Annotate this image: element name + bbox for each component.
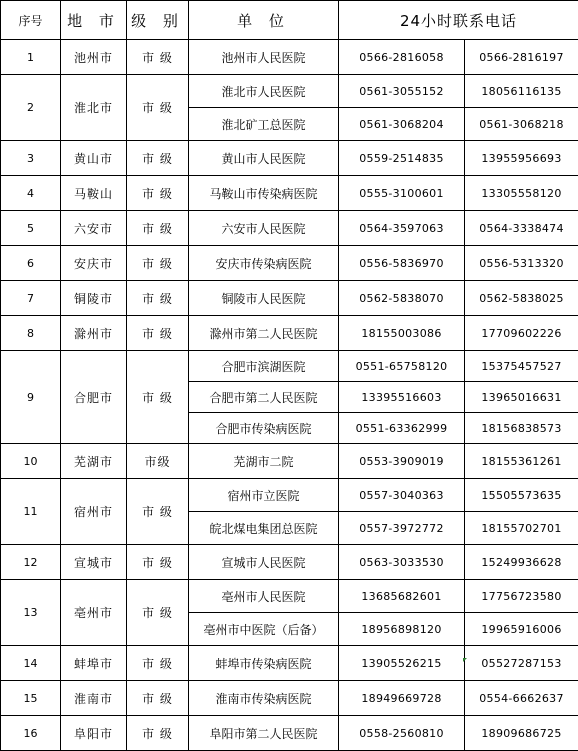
phone-primary-cell: 0566-2816058 [339, 40, 465, 75]
unit-name-cell: 铜陵市人民医院 [189, 281, 339, 316]
city-cell: 芜湖市 [61, 444, 127, 479]
row-number-cell: 8 [1, 316, 61, 351]
phone-secondary-cell: 05527287153 [465, 646, 578, 681]
unit-name-cell: 淮北矿工总医院 [189, 108, 339, 141]
phone-secondary-cell: 18156838573 [465, 413, 578, 444]
phone-secondary-cell: 13965016631 [465, 382, 578, 413]
table-row [1, 246, 578, 281]
city-cell: 阜阳市 [61, 716, 127, 751]
phone-secondary-cell: 17709602226 [465, 316, 578, 351]
header-city: 地 市 [61, 1, 127, 40]
level-cell: 市 级 [127, 141, 189, 176]
unit-name-cell: 安庆市传染病医院 [189, 246, 339, 281]
phone-primary-cell: 0557-3040363 [339, 479, 465, 512]
unit-name-cell: 合肥市滨湖医院 [189, 351, 339, 382]
unit-name-cell: 皖北煤电集团总医院 [189, 512, 339, 545]
level-cell: 市 级 [127, 646, 189, 681]
row-number-cell: 12 [1, 545, 61, 580]
row-number-cell: 2 [1, 75, 61, 141]
phone-secondary-cell: 0566-2816197 [465, 40, 578, 75]
unit-name-cell: 宿州市立医院 [189, 479, 339, 512]
phone-primary-cell: 0555-3100601 [339, 176, 465, 211]
table-row [1, 479, 578, 512]
phone-primary-cell: 13905526215 [339, 646, 465, 681]
level-cell: 市 级 [127, 40, 189, 75]
unit-name-cell: 亳州市中医院（后备） [189, 613, 339, 646]
city-cell: 宿州市 [61, 479, 127, 545]
table-row [1, 211, 578, 246]
row-number-cell: 15 [1, 681, 61, 716]
city-cell: 马鞍山 [61, 176, 127, 211]
phone-secondary-cell: 15375457527 [465, 351, 578, 382]
table-row [1, 444, 578, 479]
phone-primary-cell: 0561-3055152 [339, 75, 465, 108]
phone-secondary-cell: 15505573635 [465, 479, 578, 512]
phone-primary-cell: 13685682601 [339, 580, 465, 613]
table-row [1, 580, 578, 613]
cell-comment-marker [463, 658, 467, 662]
table-row [1, 176, 578, 211]
level-cell: 市 级 [127, 545, 189, 580]
city-cell: 淮北市 [61, 75, 127, 141]
city-cell: 池州市 [61, 40, 127, 75]
table-row [1, 40, 578, 75]
phone-primary-cell: 0559-2514835 [339, 141, 465, 176]
phone-secondary-cell: 13305558120 [465, 176, 578, 211]
phone-primary-cell: 0556-5836970 [339, 246, 465, 281]
row-number-cell: 13 [1, 580, 61, 646]
phone-secondary-cell: 0554-6662637 [465, 681, 578, 716]
city-cell: 滁州市 [61, 316, 127, 351]
unit-name-cell: 六安市人民医院 [189, 211, 339, 246]
phone-primary-cell: 0553-3909019 [339, 444, 465, 479]
phone-primary-cell: 18956898120 [339, 613, 465, 646]
phone-primary-cell: 0564-3597063 [339, 211, 465, 246]
header-level: 级 别 [127, 1, 189, 40]
table-row [1, 545, 578, 580]
table-row [1, 716, 578, 751]
level-cell: 市 级 [127, 580, 189, 646]
row-number-cell: 14 [1, 646, 61, 681]
unit-name-cell: 合肥市第二人民医院 [189, 382, 339, 413]
header-phone: 24小时联系电话 [339, 1, 578, 40]
table-row [1, 141, 578, 176]
city-cell: 六安市 [61, 211, 127, 246]
row-number-cell: 4 [1, 176, 61, 211]
phone-primary-cell: 0562-5838070 [339, 281, 465, 316]
city-cell: 淮南市 [61, 681, 127, 716]
row-number-cell: 1 [1, 40, 61, 75]
phone-secondary-cell: 18909686725 [465, 716, 578, 751]
phone-secondary-cell: 18056116135 [465, 75, 578, 108]
row-number-cell: 11 [1, 479, 61, 545]
unit-name-cell: 滁州市第二人民医院 [189, 316, 339, 351]
unit-name-cell: 蚌埠市传染病医院 [189, 646, 339, 681]
phone-primary-cell: 0558-2560810 [339, 716, 465, 751]
table-row [1, 351, 578, 382]
phone-secondary-cell: 18155702701 [465, 512, 578, 545]
row-number-cell: 5 [1, 211, 61, 246]
city-cell: 合肥市 [61, 351, 127, 444]
row-number-cell: 6 [1, 246, 61, 281]
phone-primary-cell: 0561-3068204 [339, 108, 465, 141]
unit-name-cell: 宣城市人民医院 [189, 545, 339, 580]
city-cell: 安庆市 [61, 246, 127, 281]
phone-secondary-cell: 13955956693 [465, 141, 578, 176]
unit-name-cell: 亳州市人民医院 [189, 580, 339, 613]
phone-secondary-cell: 19965916006 [465, 613, 578, 646]
unit-name-cell: 淮南市传染病医院 [189, 681, 339, 716]
phone-secondary-cell: 0561-3068218 [465, 108, 578, 141]
table-row [1, 75, 578, 108]
row-number-cell: 16 [1, 716, 61, 751]
table-body [1, 40, 578, 751]
city-cell: 亳州市 [61, 580, 127, 646]
phone-secondary-cell: 18155361261 [465, 444, 578, 479]
phone-primary-cell: 13395516603 [339, 382, 465, 413]
row-number-cell: 3 [1, 141, 61, 176]
phone-primary-cell: 0563-3033530 [339, 545, 465, 580]
row-number-cell: 7 [1, 281, 61, 316]
level-cell: 市 级 [127, 479, 189, 545]
phone-secondary-cell: 0556-5313320 [465, 246, 578, 281]
phone-primary-cell: 18155003086 [339, 316, 465, 351]
table-row [1, 646, 578, 681]
phone-primary-cell: 0551-65758120 [339, 351, 465, 382]
phone-primary-cell: 0551-63362999 [339, 413, 465, 444]
table-row [1, 681, 578, 716]
phone-secondary-cell: 15249936628 [465, 545, 578, 580]
header-unit: 单 位 [189, 1, 339, 40]
level-cell: 市 级 [127, 351, 189, 444]
phone-secondary-cell: 0562-5838025 [465, 281, 578, 316]
header-no: 序号 [1, 1, 61, 40]
unit-name-cell: 马鞍山市传染病医院 [189, 176, 339, 211]
level-cell: 市 级 [127, 316, 189, 351]
table-row [1, 316, 578, 351]
level-cell: 市 级 [127, 281, 189, 316]
phone-primary-cell: 18949669728 [339, 681, 465, 716]
header-row [1, 1, 578, 40]
level-cell: 市 级 [127, 75, 189, 141]
unit-name-cell: 淮北市人民医院 [189, 75, 339, 108]
phone-secondary-cell: 0564-3338474 [465, 211, 578, 246]
level-cell: 市 级 [127, 246, 189, 281]
level-cell: 市 级 [127, 681, 189, 716]
unit-name-cell: 池州市人民医院 [189, 40, 339, 75]
level-cell: 市 级 [127, 176, 189, 211]
city-cell: 黄山市 [61, 141, 127, 176]
unit-name-cell: 黄山市人民医院 [189, 141, 339, 176]
unit-name-cell: 阜阳市第二人民医院 [189, 716, 339, 751]
level-cell: 市 级 [127, 716, 189, 751]
row-number-cell: 10 [1, 444, 61, 479]
row-number-cell: 9 [1, 351, 61, 444]
level-cell: 市 级 [127, 211, 189, 246]
table-row [1, 281, 578, 316]
unit-name-cell: 芜湖市二院 [189, 444, 339, 479]
phone-secondary-cell: 17756723580 [465, 580, 578, 613]
unit-name-cell: 合肥市传染病医院 [189, 413, 339, 444]
level-cell: 市级 [127, 444, 189, 479]
city-cell: 宣城市 [61, 545, 127, 580]
phone-primary-cell: 0557-3972772 [339, 512, 465, 545]
city-cell: 蚌埠市 [61, 646, 127, 681]
city-cell: 铜陵市 [61, 281, 127, 316]
